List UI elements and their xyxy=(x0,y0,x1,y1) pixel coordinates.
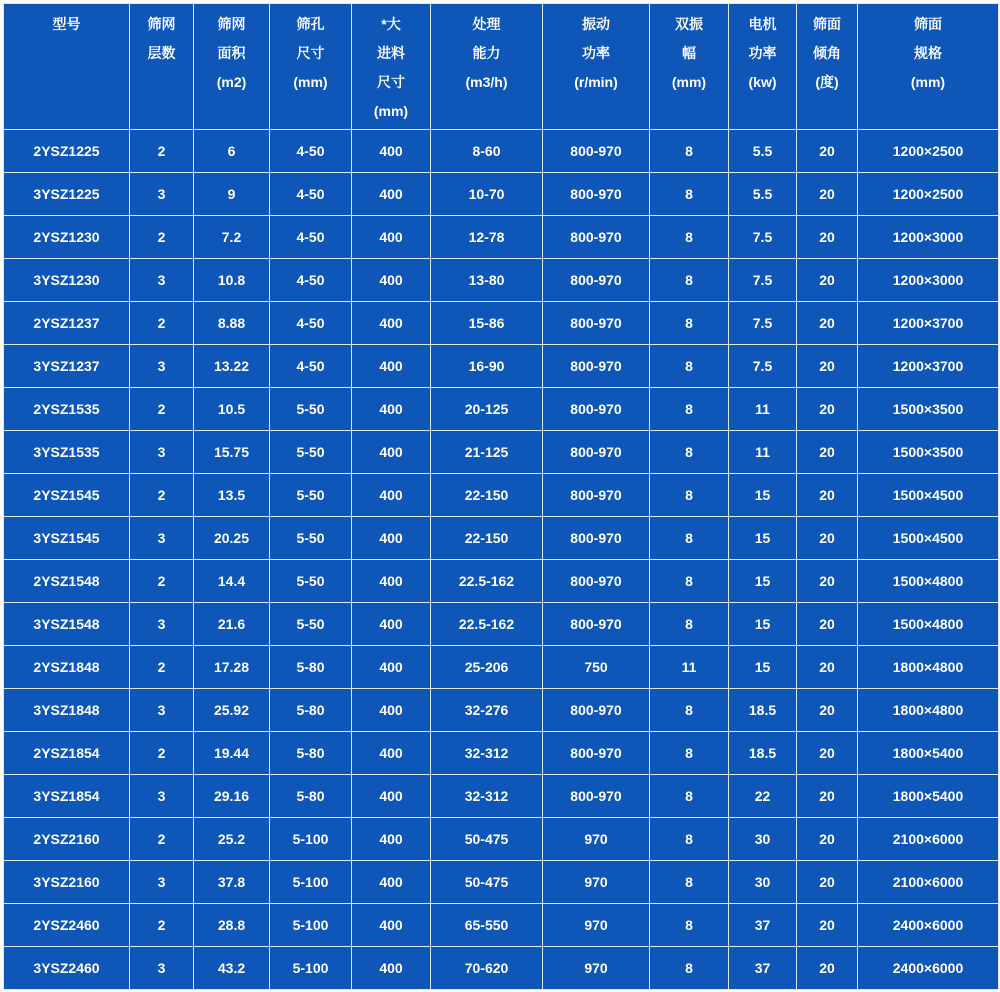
table-cell: 6 xyxy=(194,130,270,173)
table-cell: 5-100 xyxy=(270,861,352,904)
table-cell: 22 xyxy=(729,775,797,818)
table-cell: 400 xyxy=(352,732,431,775)
table-cell: 7.5 xyxy=(729,216,797,259)
table-cell: 8 xyxy=(650,517,729,560)
table-cell: 20 xyxy=(797,646,858,689)
table-cell: 1200×3000 xyxy=(858,259,999,302)
table-cell: 7.5 xyxy=(729,345,797,388)
table-cell: 3YSZ1545 xyxy=(4,517,130,560)
header-text-line: (度) xyxy=(815,74,839,90)
table-cell: 20 xyxy=(797,775,858,818)
table-row xyxy=(4,173,999,216)
table-cell: 400 xyxy=(352,603,431,646)
table-cell: 3YSZ2160 xyxy=(4,861,130,904)
header-text-line: 进料 xyxy=(377,45,405,61)
table-cell: 400 xyxy=(352,818,431,861)
table-cell: 17.28 xyxy=(194,646,270,689)
table-cell: 5.5 xyxy=(729,173,797,216)
table-cell: 4-50 xyxy=(270,259,352,302)
table-cell: 400 xyxy=(352,646,431,689)
table-cell: 18.5 xyxy=(729,732,797,775)
table-cell: 20 xyxy=(797,517,858,560)
table-cell: 16-90 xyxy=(431,345,543,388)
table-cell: 800-970 xyxy=(543,130,650,173)
table-body xyxy=(4,130,999,990)
table-cell: 8 xyxy=(650,603,729,646)
table-cell: 8 xyxy=(650,259,729,302)
table-cell: 70-620 xyxy=(431,947,543,990)
table-cell: 8 xyxy=(650,216,729,259)
table-cell: 50-475 xyxy=(431,818,543,861)
col-header-screen-area xyxy=(194,4,270,130)
table-cell: 9 xyxy=(194,173,270,216)
header-text-line: (mm) xyxy=(910,74,946,90)
table-cell: 32-312 xyxy=(431,732,543,775)
header-text-line: (kw) xyxy=(748,74,777,90)
table-cell: 8 xyxy=(650,130,729,173)
table-cell: 2400×6000 xyxy=(858,947,999,990)
header-text-line: 处理 xyxy=(472,16,501,32)
table-cell: 15 xyxy=(729,560,797,603)
table-cell: 400 xyxy=(352,302,431,345)
table-cell: 800-970 xyxy=(543,216,650,259)
table-cell: 5-50 xyxy=(270,603,352,646)
table-cell: 12-78 xyxy=(431,216,543,259)
table-cell: 2100×6000 xyxy=(858,818,999,861)
table-cell: 13.5 xyxy=(194,474,270,517)
table-cell: 8 xyxy=(650,474,729,517)
header-text-line: (m2) xyxy=(216,74,247,90)
table-cell: 30 xyxy=(729,861,797,904)
table-cell: 400 xyxy=(352,775,431,818)
table-cell: 28.8 xyxy=(194,904,270,947)
table-cell: 5-100 xyxy=(270,947,352,990)
table-cell: 4-50 xyxy=(270,216,352,259)
table-cell: 1500×4800 xyxy=(858,603,999,646)
table-cell: 400 xyxy=(352,517,431,560)
header-text-line: *大 xyxy=(381,16,401,32)
table-row xyxy=(4,345,999,388)
table-cell: 8 xyxy=(650,861,729,904)
table-cell: 20 xyxy=(797,431,858,474)
table-cell: 20 xyxy=(797,216,858,259)
table-cell: 5-80 xyxy=(270,646,352,689)
col-header-max-feed-size xyxy=(352,4,431,130)
header-text-line: 振动 xyxy=(582,16,610,32)
table-cell: 20 xyxy=(797,904,858,947)
table-row xyxy=(4,818,999,861)
table-cell: 1200×3700 xyxy=(858,345,999,388)
table-cell: 2YSZ2460 xyxy=(4,904,130,947)
spec-table xyxy=(3,3,999,990)
table-cell: 29.16 xyxy=(194,775,270,818)
table-cell: 22.5-162 xyxy=(431,560,543,603)
table-cell: 3YSZ2460 xyxy=(4,947,130,990)
col-header-aperture-size xyxy=(270,4,352,130)
table-cell: 20 xyxy=(797,345,858,388)
table-cell: 800-970 xyxy=(543,560,650,603)
table-cell: 3 xyxy=(130,947,194,990)
table-cell: 11 xyxy=(650,646,729,689)
table-cell: 800-970 xyxy=(543,302,650,345)
table-cell: 1200×3000 xyxy=(858,216,999,259)
table-cell: 1200×2500 xyxy=(858,130,999,173)
table-cell: 65-550 xyxy=(431,904,543,947)
table-cell: 800-970 xyxy=(543,689,650,732)
table-cell: 400 xyxy=(352,474,431,517)
table-cell: 19.44 xyxy=(194,732,270,775)
table-cell: 3 xyxy=(130,259,194,302)
col-header-double-amplitude xyxy=(650,4,729,130)
table-cell: 25.2 xyxy=(194,818,270,861)
table-cell: 400 xyxy=(352,947,431,990)
table-cell: 20 xyxy=(797,560,858,603)
table-cell: 400 xyxy=(352,861,431,904)
table-row xyxy=(4,216,999,259)
table-cell: 750 xyxy=(543,646,650,689)
table-cell: 10.8 xyxy=(194,259,270,302)
table-cell: 5-50 xyxy=(270,431,352,474)
table-cell: 2 xyxy=(130,388,194,431)
table-cell: 1200×2500 xyxy=(858,173,999,216)
table-row xyxy=(4,646,999,689)
table-cell: 400 xyxy=(352,345,431,388)
table-cell: 800-970 xyxy=(543,603,650,646)
table-cell: 3YSZ1237 xyxy=(4,345,130,388)
table-cell: 2 xyxy=(130,818,194,861)
table-cell: 800-970 xyxy=(543,775,650,818)
col-header-screen-spec xyxy=(858,4,999,130)
table-cell: 8 xyxy=(650,732,729,775)
header-text-line: (mm) xyxy=(293,74,328,90)
table-cell: 8 xyxy=(650,689,729,732)
header-text-line: 筛孔 xyxy=(296,16,325,32)
table-cell: 2 xyxy=(130,302,194,345)
header-text-line: (m3/h) xyxy=(465,74,508,90)
table-cell: 13.22 xyxy=(194,345,270,388)
table-cell: 800-970 xyxy=(543,345,650,388)
table-header-row xyxy=(4,4,999,130)
table-cell: 2YSZ1225 xyxy=(4,130,130,173)
table-cell: 20 xyxy=(797,818,858,861)
table-cell: 970 xyxy=(543,861,650,904)
table-cell: 800-970 xyxy=(543,173,650,216)
table-cell: 15 xyxy=(729,517,797,560)
table-cell: 1500×4500 xyxy=(858,474,999,517)
table-cell: 18.5 xyxy=(729,689,797,732)
header-text-line: 双振 xyxy=(675,16,703,32)
table-cell: 970 xyxy=(543,818,650,861)
table-cell: 2 xyxy=(130,560,194,603)
table-cell: 8 xyxy=(650,775,729,818)
table-cell: 970 xyxy=(543,904,650,947)
table-row xyxy=(4,474,999,517)
table-cell: 800-970 xyxy=(543,259,650,302)
table-cell: 20.25 xyxy=(194,517,270,560)
table-cell: 2 xyxy=(130,904,194,947)
header-text-line: 筛网 xyxy=(217,16,246,32)
table-cell: 2 xyxy=(130,732,194,775)
table-cell: 8 xyxy=(650,388,729,431)
header-text-line: (mm) xyxy=(671,74,707,90)
table-row xyxy=(4,302,999,345)
table-cell: 4-50 xyxy=(270,130,352,173)
table-cell: 37 xyxy=(729,904,797,947)
table-cell: 5-80 xyxy=(270,689,352,732)
table-cell: 5-50 xyxy=(270,474,352,517)
table-cell: 800-970 xyxy=(543,388,650,431)
table-cell: 400 xyxy=(352,904,431,947)
table-cell: 4-50 xyxy=(270,345,352,388)
table-cell: 20 xyxy=(797,259,858,302)
table-cell: 20 xyxy=(797,130,858,173)
table-row xyxy=(4,560,999,603)
table-cell: 1500×3500 xyxy=(858,388,999,431)
table-row xyxy=(4,689,999,732)
table-row xyxy=(4,904,999,947)
table-cell: 3YSZ1225 xyxy=(4,173,130,216)
table-cell: 10.5 xyxy=(194,388,270,431)
table-cell: 4-50 xyxy=(270,173,352,216)
table-cell: 25.92 xyxy=(194,689,270,732)
header-text-line: 电机 xyxy=(748,16,777,32)
table-cell: 3 xyxy=(130,517,194,560)
table-cell: 3 xyxy=(130,689,194,732)
table-row xyxy=(4,259,999,302)
table-cell: 20 xyxy=(797,689,858,732)
table-cell: 2 xyxy=(130,130,194,173)
table-cell: 8-60 xyxy=(431,130,543,173)
table-cell: 2YSZ1545 xyxy=(4,474,130,517)
table-cell: 30 xyxy=(729,818,797,861)
table-cell: 3YSZ1548 xyxy=(4,603,130,646)
table-cell: 2YSZ1854 xyxy=(4,732,130,775)
table-cell: 20 xyxy=(797,947,858,990)
table-cell: 13-80 xyxy=(431,259,543,302)
table-cell: 3 xyxy=(130,431,194,474)
table-cell: 8 xyxy=(650,904,729,947)
table-cell: 5-50 xyxy=(270,388,352,431)
table-cell: 7.2 xyxy=(194,216,270,259)
table-cell: 2100×6000 xyxy=(858,861,999,904)
table-row xyxy=(4,388,999,431)
table-cell: 11 xyxy=(729,388,797,431)
table-cell: 10-70 xyxy=(431,173,543,216)
table-row xyxy=(4,130,999,173)
table-cell: 400 xyxy=(352,259,431,302)
table-cell: 3 xyxy=(130,603,194,646)
table-cell: 32-276 xyxy=(431,689,543,732)
table-cell: 1800×5400 xyxy=(858,732,999,775)
table-cell: 400 xyxy=(352,216,431,259)
header-text-line: 面积 xyxy=(217,45,246,61)
table-cell: 400 xyxy=(352,130,431,173)
table-cell: 37 xyxy=(729,947,797,990)
table-cell: 8 xyxy=(650,345,729,388)
table-cell: 800-970 xyxy=(543,431,650,474)
table-cell: 14.4 xyxy=(194,560,270,603)
table-cell: 22-150 xyxy=(431,517,543,560)
table-cell: 3YSZ1848 xyxy=(4,689,130,732)
table-cell: 15-86 xyxy=(431,302,543,345)
col-header-screen-layers xyxy=(130,4,194,130)
header-text-line: 尺寸 xyxy=(377,74,405,90)
table-cell: 1200×3700 xyxy=(858,302,999,345)
table-cell: 3 xyxy=(130,345,194,388)
col-header-screen-angle xyxy=(797,4,858,130)
table-cell: 20 xyxy=(797,861,858,904)
table-cell: 1500×4500 xyxy=(858,517,999,560)
table-row xyxy=(4,431,999,474)
table-cell: 1800×5400 xyxy=(858,775,999,818)
table-cell: 20 xyxy=(797,388,858,431)
table-row xyxy=(4,861,999,904)
table-cell: 2YSZ1548 xyxy=(4,560,130,603)
table-cell: 1500×3500 xyxy=(858,431,999,474)
header-text-line: 筛网 xyxy=(147,16,176,32)
header-text-line: (mm) xyxy=(373,103,409,119)
table-cell: 3 xyxy=(130,775,194,818)
table-cell: 4-50 xyxy=(270,302,352,345)
table-cell: 7.5 xyxy=(729,259,797,302)
table-cell: 2 xyxy=(130,646,194,689)
table-cell: 15 xyxy=(729,603,797,646)
table-cell: 3 xyxy=(130,173,194,216)
table-cell: 50-475 xyxy=(431,861,543,904)
table-cell: 1800×4800 xyxy=(858,646,999,689)
table-cell: 800-970 xyxy=(543,732,650,775)
table-cell: 21.6 xyxy=(194,603,270,646)
header-text-line: 筛面 xyxy=(914,16,942,32)
table-cell: 5-100 xyxy=(270,904,352,947)
table-cell: 5-50 xyxy=(270,560,352,603)
table-cell: 8 xyxy=(650,947,729,990)
table-cell: 2YSZ1230 xyxy=(4,216,130,259)
table-row xyxy=(4,732,999,775)
table-cell: 20 xyxy=(797,173,858,216)
table-cell: 2YSZ1848 xyxy=(4,646,130,689)
table-cell: 15.75 xyxy=(194,431,270,474)
table-cell: 1500×4800 xyxy=(858,560,999,603)
table-cell: 1800×4800 xyxy=(858,689,999,732)
table-cell: 3YSZ1535 xyxy=(4,431,130,474)
table-cell: 15 xyxy=(729,646,797,689)
table-cell: 8.88 xyxy=(194,302,270,345)
table-cell: 400 xyxy=(352,173,431,216)
table-cell: 2400×6000 xyxy=(858,904,999,947)
table-cell: 970 xyxy=(543,947,650,990)
table-cell: 32-312 xyxy=(431,775,543,818)
header-text-line: 筛面 xyxy=(813,16,841,32)
table-cell: 400 xyxy=(352,431,431,474)
table-cell: 20 xyxy=(797,732,858,775)
table-cell: 800-970 xyxy=(543,474,650,517)
table-cell: 2YSZ1237 xyxy=(4,302,130,345)
table-cell: 8 xyxy=(650,431,729,474)
table-row xyxy=(4,517,999,560)
table-cell: 400 xyxy=(352,560,431,603)
header-text-line: 功率 xyxy=(748,45,777,61)
table-cell: 2 xyxy=(130,474,194,517)
table-cell: 15 xyxy=(729,474,797,517)
table-cell: 20 xyxy=(797,603,858,646)
col-header-capacity xyxy=(431,4,543,130)
header-text-line: 层数 xyxy=(147,45,176,61)
table-cell: 20 xyxy=(797,302,858,345)
table-cell: 8 xyxy=(650,173,729,216)
table-row xyxy=(4,603,999,646)
header-text-line: 倾角 xyxy=(813,45,841,61)
table-cell: 21-125 xyxy=(431,431,543,474)
col-header-model xyxy=(4,4,130,130)
table-cell: 7.5 xyxy=(729,302,797,345)
table-cell: 5.5 xyxy=(729,130,797,173)
table-cell: 5-80 xyxy=(270,775,352,818)
table-cell: 8 xyxy=(650,302,729,345)
table-cell: 800-970 xyxy=(543,517,650,560)
table-cell: 8 xyxy=(650,818,729,861)
table-cell: 3YSZ1230 xyxy=(4,259,130,302)
col-header-vibration-frequency xyxy=(543,4,650,130)
header-text-line: (r/min) xyxy=(574,74,618,90)
table-cell: 2YSZ2160 xyxy=(4,818,130,861)
table-cell: 2YSZ1535 xyxy=(4,388,130,431)
table-row xyxy=(4,947,999,990)
header-text-line: 规格 xyxy=(914,45,942,61)
table-row xyxy=(4,775,999,818)
table-cell: 25-206 xyxy=(431,646,543,689)
table-cell: 11 xyxy=(729,431,797,474)
table-cell: 5-80 xyxy=(270,732,352,775)
col-header-motor-power xyxy=(729,4,797,130)
table-cell: 20 xyxy=(797,474,858,517)
header-text-line: 幅 xyxy=(682,45,696,61)
table-cell: 3 xyxy=(130,861,194,904)
header-text-line: 尺寸 xyxy=(296,45,325,61)
table-cell: 400 xyxy=(352,388,431,431)
header-text-line: 型号 xyxy=(52,16,81,32)
header-text-line: 功率 xyxy=(582,45,610,61)
table-cell: 43.2 xyxy=(194,947,270,990)
table-cell: 3YSZ1854 xyxy=(4,775,130,818)
table-cell: 22.5-162 xyxy=(431,603,543,646)
table-cell: 5-50 xyxy=(270,517,352,560)
table-cell: 400 xyxy=(352,689,431,732)
table-cell: 20-125 xyxy=(431,388,543,431)
table-cell: 37.8 xyxy=(194,861,270,904)
header-text-line: 能力 xyxy=(472,45,501,61)
table-cell: 8 xyxy=(650,560,729,603)
table-cell: 5-100 xyxy=(270,818,352,861)
table-cell: 22-150 xyxy=(431,474,543,517)
table-cell: 2 xyxy=(130,216,194,259)
